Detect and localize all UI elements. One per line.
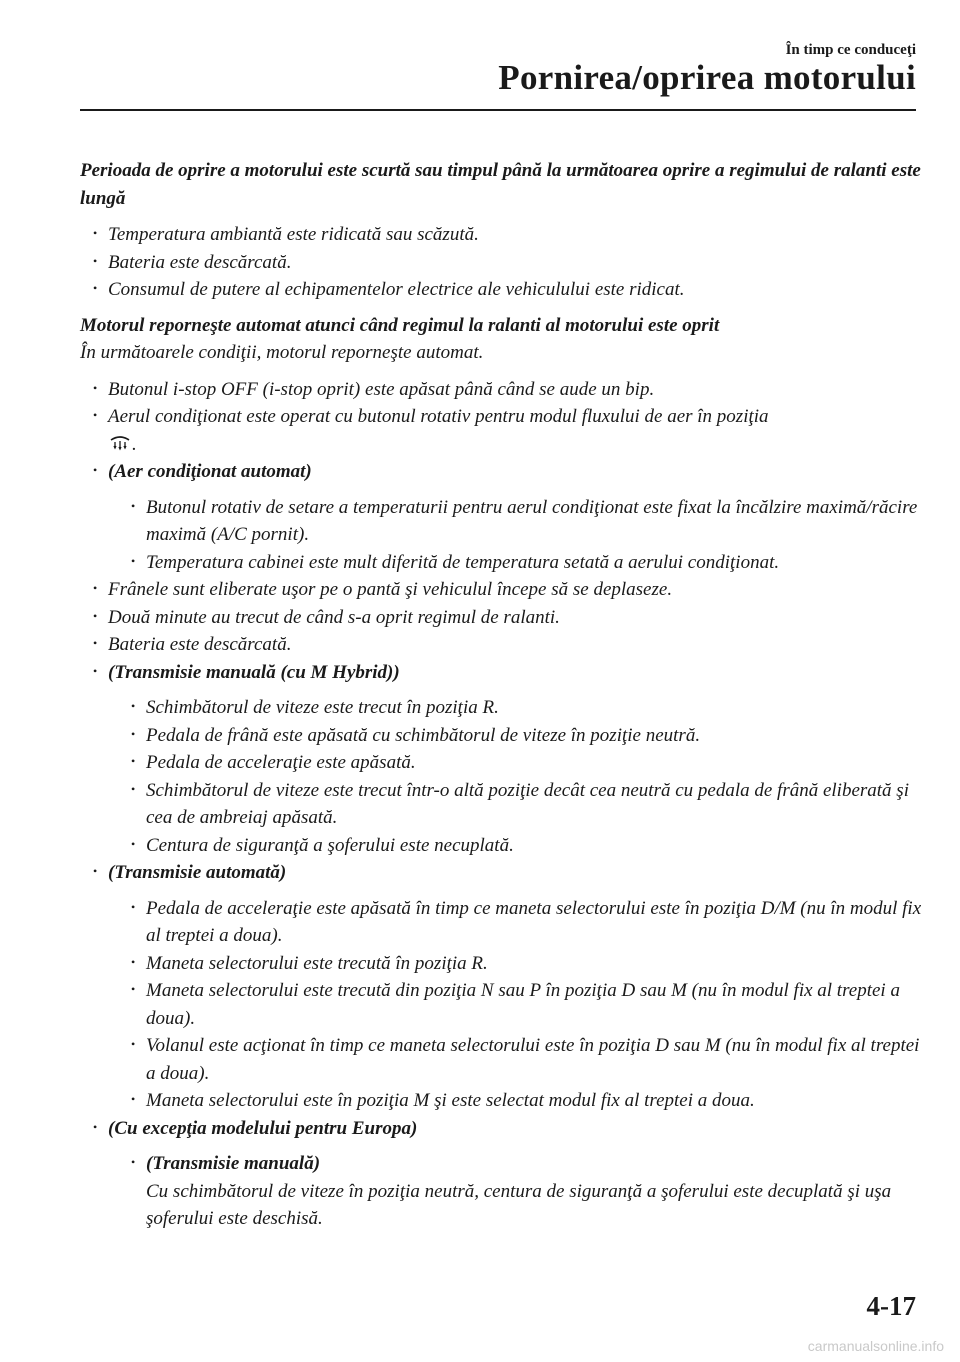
list-item: [90, 403, 922, 458]
page-number: 4-17: [866, 1291, 916, 1321]
list-item: • Consumul de putere al echipamentelor electrice ale vehiculului este ridicat.: [90, 276, 922, 304]
page-content: [80, 157, 922, 1233]
list-item: • Schimbătorul de viteze este trecut într-o altă poziţie decât cea neutră cu pedala de frână eliberată şi cea de ambreiaj apăsată.: [128, 777, 922, 832]
section-heading: Perioada de oprire a motorului este scurtă sau timpul până la următoarea oprire a regimului de ralanti este lungă: [80, 160, 921, 209]
list-item: • Pedala de acceleraţie este apăsată în timp ce maneta selectorului este în poziţia D/M (nu în modul fix al treptei a doua).: [128, 895, 922, 950]
icon-suffix: .: [132, 433, 137, 455]
subgroup-label: (Cu excepţia modelului pentru Europa): [108, 1117, 418, 1139]
list-item: [90, 458, 922, 576]
restart-conditions-list: [90, 376, 922, 1233]
defroster-icon: [108, 433, 132, 453]
list-item: • Maneta selectorului este trecută din poziţia N sau P în poziţia D sau M (nu în modul fix al treptei a doua).: [128, 977, 922, 1032]
page-title: Pornirea/oprirea motorului: [498, 58, 916, 97]
list-item: • Două minute au trecut de când s-a oprit regimul de ralanti.: [90, 604, 922, 632]
condition-list: [90, 221, 922, 304]
ac-auto-list: [128, 494, 922, 577]
watermark: carmanualsonline.info: [807, 1338, 944, 1354]
list-item: • Butonul rotativ de setare a temperaturii pentru aerul condiţionat este fixat la încălzire maximă/răcire maximă (A/C pornit).: [128, 494, 922, 549]
list-item: [90, 1115, 922, 1233]
manual-transmission-list: [128, 694, 922, 859]
list-item: • Butonul i-stop OFF (i-stop oprit) este apăsat până când se aude un bip.: [90, 376, 922, 404]
list-item: [90, 859, 922, 1115]
subgroup-label: (Transmisie manuală): [146, 1153, 321, 1174]
automatic-transmission-list: [128, 895, 922, 1115]
list-item: • Pedala de frână este apăsată cu schimbătorul de viteze în poziţie neutră.: [128, 722, 922, 750]
list-item: • Temperatura cabinei este mult diferită de temperatura setată a aerului condiţionat.: [128, 549, 922, 577]
europe-exception-list: [128, 1150, 922, 1233]
list-item: • Bateria este descărcată.: [90, 631, 922, 659]
header-divider: [80, 109, 916, 111]
list-item: • Schimbătorul de viteze este trecut în poziţia R.: [128, 694, 922, 722]
list-item: • Temperatura ambiantă este ridicată sau scăzută.: [90, 221, 922, 249]
header-section-title: În timp ce conduceţi: [785, 42, 916, 58]
list-item: • Pedala de acceleraţie este apăsată.: [128, 749, 922, 777]
list-item: • Volanul este acţionat în timp ce maneta selectorului este în poziţia D sau M (nu în modul fix al treptei a doua).: [128, 1032, 922, 1087]
section-heading: Motorul reporneşte automat atunci când regimul la ralanti al motorului este oprit: [80, 314, 720, 336]
list-item: [90, 659, 922, 860]
intro-paragraph: În următoarele condiţii, motorul reporneşte automat.: [80, 342, 484, 363]
list-item: • Maneta selectorului este în poziţia M şi este selectat modul fix al treptei a doua.: [128, 1087, 922, 1115]
list-item-text: Cu schimbătorul de viteze în poziţia neutră, centura de siguranţă a şoferului este decuplată şi uşa şoferului este deschisă.: [146, 1180, 892, 1229]
subgroup-label: (Transmisie automată): [108, 862, 287, 883]
list-item: [128, 1150, 922, 1233]
list-item: • Bateria este descărcată.: [90, 249, 922, 277]
list-item-text: Aerul condiţionat este operat cu butonul rotativ pentru modul fluxului de aer în poziţia: [108, 406, 769, 427]
list-item: • Centura de siguranţă a şoferului este necuplată.: [128, 832, 922, 860]
subgroup-label: (Aer condiţionat automat): [108, 461, 312, 482]
list-item: • Frânele sunt eliberate uşor pe o pantă şi vehiculul începe să se deplaseze.: [90, 576, 922, 604]
subgroup-label: (Transmisie manuală (cu M Hybrid)): [108, 661, 400, 683]
list-item: • Maneta selectorului este trecută în poziţia R.: [128, 950, 922, 978]
